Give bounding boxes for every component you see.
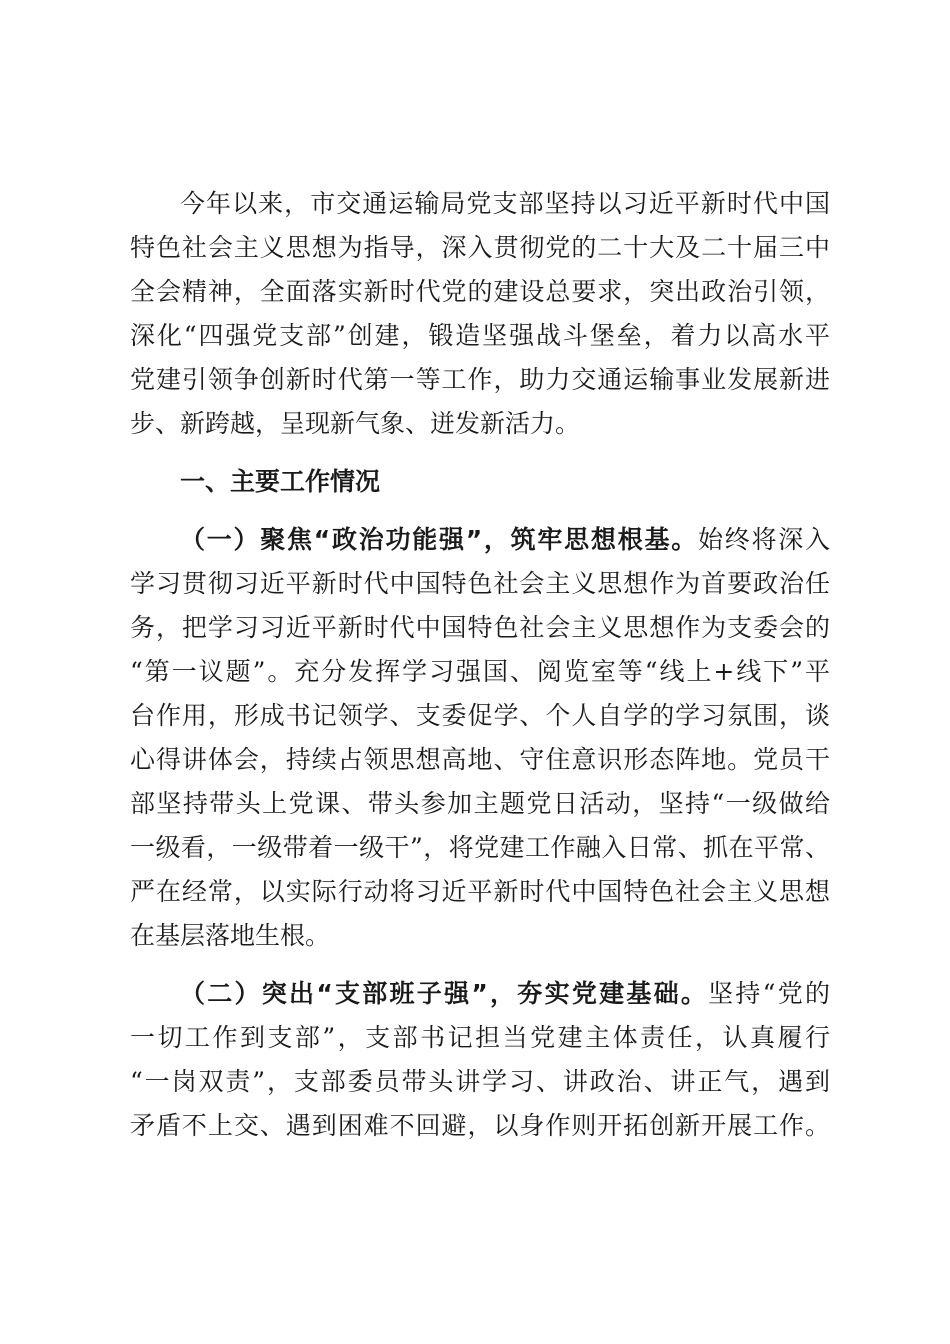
intro-paragraph	[130, 182, 830, 446]
intro-line: 今年以来，市交通运输局党支部坚持以习近平新时代中国	[180, 189, 830, 218]
paragraph-line: 一级看，一级带着一级干”，将党建工作融入日常、抓在平常、	[130, 833, 830, 862]
paragraph-line: 学习贯彻习近平新时代中国特色社会主义思想作为首要政治任	[130, 569, 830, 598]
paragraph-text: 始终将深入	[697, 525, 830, 554]
paragraph-political-function	[130, 518, 830, 958]
paragraph-line: 在基层落地生根。	[130, 921, 331, 950]
paragraph-lead: （二）突出“支部班子强”，夯实党建基础。	[180, 979, 709, 1008]
intro-line: 党建引领争创新时代第一等工作，助力交通运输事业发展新进	[130, 365, 830, 394]
paragraph-branch-team	[130, 972, 830, 1148]
section-heading: 一、主要工作情况	[180, 467, 381, 496]
paragraph-line: 矛盾不上交、遇到困难不回避，以身作则开拓创新开展工作。	[130, 1111, 830, 1140]
paragraph-text: 坚持“党的	[708, 979, 830, 1008]
intro-line: 步、新跨越，呈现新气象、迸发新活力。	[130, 409, 581, 438]
document-body	[130, 182, 830, 1148]
paragraph-first-line	[130, 972, 830, 1016]
paragraph-line: 部坚持带头上党课、带头参加主题党日活动，坚持“一级做给	[130, 789, 830, 818]
intro-line: 特色社会主义思想为指导，深入贯彻党的二十大及二十届三中	[130, 233, 830, 262]
intro-line: 深化“四强党支部”创建，锻造坚强战斗堡垒，着力以高水平	[130, 321, 830, 350]
paragraph-line: 一切工作到支部”，支部书记担当党建主体责任，认真履行	[130, 1023, 830, 1052]
paragraph-first-line	[130, 518, 830, 562]
paragraph-line: 务，把学习习近平新时代中国特色社会主义思想作为支委会的	[130, 613, 830, 642]
paragraph-line: 心得讲体会，持续占领思想高地、守住意识形态阵地。党员干	[130, 745, 830, 774]
paragraph-line: 台作用，形成书记领学、支委促学、个人自学的学习氛围，谈	[130, 701, 830, 730]
paragraph-line: “一岗双责”，支部委员带头讲学习、讲政治、讲正气，遇到	[130, 1067, 830, 1096]
paragraph-line: 严在经常，以实际行动将习近平新时代中国特色社会主义思想	[130, 877, 830, 906]
intro-line: 全会精神，全面落实新时代党的建设总要求，突出政治引领，	[130, 277, 830, 306]
paragraph-lead: （一）聚焦“政治功能强”，筑牢思想根基。	[180, 525, 698, 554]
paragraph-line: “第一议题”。充分发挥学习强国、阅览室等“线上+线下”平	[130, 657, 830, 686]
